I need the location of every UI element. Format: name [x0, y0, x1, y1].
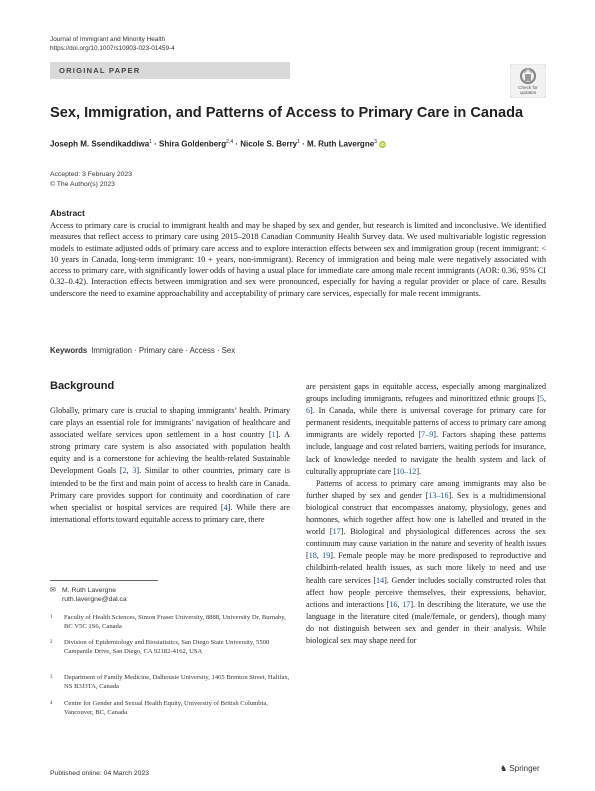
accepted-date: Accepted: 3 February 2023: [50, 171, 132, 178]
affiliation: [50, 673, 290, 691]
author-affiliation-ref: 1: [297, 139, 300, 145]
copyright-line: © The Author(s) 2023: [50, 180, 115, 188]
author-separator: ·: [233, 139, 241, 149]
affiliation-text: Department of Family Medicine, Dalhousie University, 1465 Brenton Street, Halifax, NS B3J3TA, Canada: [64, 674, 290, 690]
author-affiliation-ref: 2,4: [226, 139, 234, 145]
citation-link[interactable]: 1: [271, 430, 276, 440]
citation-link[interactable]: 14: [376, 575, 385, 585]
affiliation: [50, 613, 290, 631]
author-name[interactable]: Shira Goldenberg: [159, 139, 227, 149]
affiliation-text: Centre for Gender and Sexual Health Equity, University of British Columbia, Vancouver, BC, Canada: [64, 700, 268, 716]
citation-link[interactable]: 18: [308, 551, 317, 561]
corresponding-author: [50, 586, 127, 604]
affiliation: [50, 638, 290, 656]
right-column-text: [306, 381, 546, 647]
orcid-icon[interactable]: iD: [380, 141, 385, 147]
publisher-logo: [500, 764, 540, 773]
article-type-label: ORIGINAL PAPER: [59, 66, 141, 75]
check-for-updates-badge[interactable]: [510, 64, 546, 98]
article-title: Sex, Immigration, and Patterns of Access to Primary Care in Canada: [50, 105, 524, 121]
keywords-list: Immigration · Primary care · Access · Sex: [91, 346, 236, 355]
footnote-divider: [50, 580, 158, 581]
author-list: [50, 139, 550, 149]
badge-line-2: updates: [519, 90, 537, 95]
paragraph: Patterns of access to primary care among immigrants may also be further shaped by sex and gender [13–16]. Sex is a multidimensional biological construct that encompasses anatomy, physiology, genes and hormones, which together affect how one is labelled and treated in the world [17]. Biological and physiological differences across the sex continuum may cause variation in the nature and severity of health issues [18, 19]. Female people may be more predisposed to reproductive and childbirth-related health issues, as such more likely to need and use health care services [14]. Gender includes socially constructed roles that affect how people perceive themselves, their expressions, behavior, actions and interactions [16, 17]. In describing the literature, we use the language in the literature cited (male/female, or genders), though many do not distinguish between sex and gender in their analysis. While biological sex may shape need for: [306, 478, 547, 645]
citation-link[interactable]: 19: [322, 551, 331, 561]
citation-link[interactable]: 13–16: [428, 490, 449, 500]
affiliation-number: 1: [50, 615, 53, 620]
citation-link[interactable]: 7–9: [421, 430, 434, 440]
publisher-name: Springer: [509, 764, 540, 773]
keywords-label: Keywords: [50, 346, 88, 355]
citation-link[interactable]: 10–12: [396, 466, 417, 476]
author-separator: ·: [151, 139, 160, 149]
affiliation-number: 2: [50, 640, 53, 645]
author-name[interactable]: Nicole S. Berry: [240, 139, 298, 149]
contact-email[interactable]: ruth.lavergne@dal.ca: [62, 596, 127, 603]
journal-name: Journal of Immigrant and Minority Health: [50, 36, 166, 43]
envelope-icon: ✉: [50, 587, 56, 594]
citation-link[interactable]: 3: [132, 466, 137, 476]
affiliation: [50, 699, 290, 717]
springer-horse-icon: ♞: [500, 764, 508, 773]
author-name[interactable]: M. Ruth Lavergne: [307, 139, 375, 149]
citation-link[interactable]: 5: [539, 394, 544, 404]
citation-link[interactable]: 4: [223, 502, 228, 512]
author-separator: ·: [299, 139, 308, 149]
abstract-heading: Abstract: [50, 208, 85, 218]
paragraph: Globally, primary care is crucial to shaping immigrants’ health. Primary care plays an essential role for immigrants’ navigation of healthcare and associated welfare services upon settlement in a host country [1]. A strong primary care system is also associated with population health equity and is a cornerstone for achieving the health-related Sustainable Development Goals [2, 3]. Similar to other countries, primary care is intended to be the first and main point of access to health care in Canada. Primary care provides support for continuity and coordination of care when specialist or hospital services are required [4]. While there are international efforts toward equitable access to primary care, there: [50, 406, 291, 524]
left-column-text: [50, 405, 290, 526]
citation-link[interactable]: 17: [332, 527, 341, 537]
keywords: [50, 346, 235, 355]
author-name[interactable]: Joseph M. Ssendikaddiwa: [50, 139, 150, 149]
contact-name: M. Ruth Lavergne: [62, 587, 117, 594]
published-date: Published online: 04 March 2023: [50, 770, 149, 777]
author-affiliation-ref: 3: [374, 139, 377, 145]
section-heading: Background: [50, 380, 115, 392]
affiliation-text: Division of Epidemiology and Biostatistics, San Diego State University, 5500 Campanile Drive, San Diego, CA 92182-4162, USA: [64, 639, 270, 655]
abstract-text: Access to primary care is crucial to immigrant health and may be shaped by sex and gender, but research is limited and inconclusive. We identified measures that reflect access to primary care using 2015–2018 Canadian Community Health Survey data. We used multivariable logistic regression models to estimate adjusted odds of primary care access and to explore interaction effects between sex and immigration group (recent immigrant: < 10 years in Canada, long-term immigrant: 10 + years, non-immigrant). Recency of immigration and being male were negatively associated with access to primary care, with significantly lower odds of having a usual place for immediate care among male recent immigrants (AOR: 0.36, 95% CI 0.32–0.42). Interaction effects between immigration and sex were pronounced, especially for having a regular provider or place of care. Results underscore the need to examine approachability and acceptability of primary care services, especially for male recent immigrants.: [50, 221, 546, 298]
paragraph: are persistent gaps in equitable access, especially among marginalized groups including immigrants, refugees and minoritized ethnic groups [5, 6]. In Canada, while there is universal coverage for primary care for permanent residents, inequitable patterns of access to primary care among immigrants are widely reported [7–9]. Factors shaping these patterns include, language and cost related barriers, waiting periods for insurance, lack of knowledge needed to navigate the health system and lack of culturally appropriate care [10–12].: [306, 382, 546, 476]
article-type-banner: [50, 62, 290, 79]
doi-link[interactable]: https://doi.org/10.1007/s10903-023-01459-4: [50, 45, 175, 52]
citation-link[interactable]: 17: [402, 599, 411, 609]
citation-link[interactable]: 6: [306, 406, 311, 416]
affiliation-number: 4: [50, 701, 53, 706]
citation-link[interactable]: 2: [122, 466, 127, 476]
affiliation-text: Faculty of Health Sciences, Simon Fraser University, 8888, University Dr, Burnaby, BC V5C 1S6, Canada: [64, 614, 286, 630]
author-affiliation-ref: 1: [149, 139, 152, 145]
badge-line-1: Check for: [518, 85, 538, 90]
affiliation-number: 3: [50, 675, 53, 680]
citation-link[interactable]: 16: [389, 599, 398, 609]
article-dates: [50, 170, 132, 189]
